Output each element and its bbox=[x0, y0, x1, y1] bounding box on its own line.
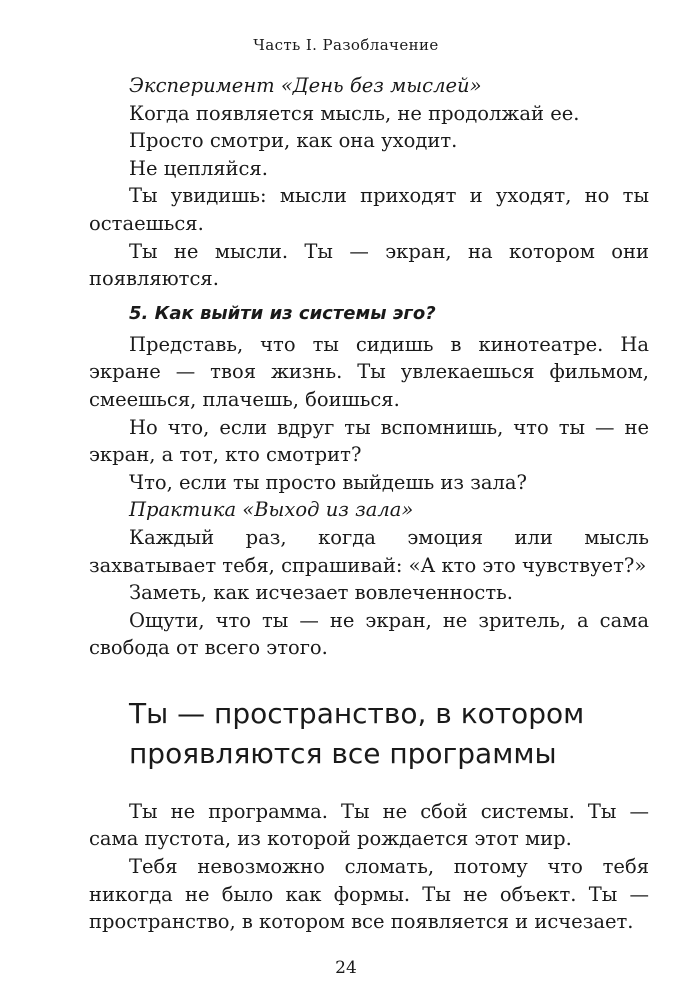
body-paragraph: Представь, что ты сидишь в кинотеатре. На экране — твоя жизнь. Ты увлекаешься фильмом, смеешься, плачешь, боишься. bbox=[89, 332, 649, 411]
body-paragraph: Не цепляйся. bbox=[129, 156, 268, 180]
body-paragraph: Когда появляется мысль, не продолжай ее. bbox=[129, 101, 580, 125]
body-paragraph: Тебя невозможно сломать, потому что тебя никогда не было как формы. Ты не объект. Ты — пространство, в котором все появляется и исчезает. bbox=[89, 855, 649, 934]
body-paragraph: Каждый раз, когда эмоция или мысль захватывает тебя, спрашивай: «А кто это чувствует?» bbox=[89, 525, 649, 577]
body-paragraph: Просто смотри, как она уходит. bbox=[129, 129, 458, 153]
body-paragraph: Ты не программа. Ты не сбой системы. Ты — сама пустота, из которой рождается этот мир. bbox=[89, 799, 649, 851]
body-paragraph: Ты увидишь: мысли приходят и уходят, но ты остаешься. bbox=[89, 184, 649, 235]
section-heading: 5. Как выйти из системы эго? bbox=[129, 302, 436, 324]
practice-title: Практика «Выход из зала» bbox=[129, 498, 414, 522]
body-paragraph: Заметь, как исчезает вовлеченность. bbox=[129, 581, 513, 605]
body-paragraph: Что, если ты просто выйдешь из зала? bbox=[129, 470, 527, 494]
running-head: Часть I. Разоблачение bbox=[253, 36, 439, 54]
experiment-title: Эксперимент «День без мыслей» bbox=[129, 74, 482, 97]
page-number: 24 bbox=[335, 958, 357, 978]
page-body bbox=[89, 72, 649, 936]
body-paragraph: Ты не мысли. Ты — экран, на котором они появляются. bbox=[89, 239, 649, 291]
body-paragraph: Но что, если вдруг ты вспомнишь, что ты — не экран, а тот, кто смотрит? bbox=[89, 415, 649, 467]
section-title: Ты — пространство, в котором проявляются все программы bbox=[129, 696, 585, 770]
body-paragraph: Ощути, что ты — не экран, не зритель, а сама свобода от всего этого. bbox=[89, 608, 649, 660]
